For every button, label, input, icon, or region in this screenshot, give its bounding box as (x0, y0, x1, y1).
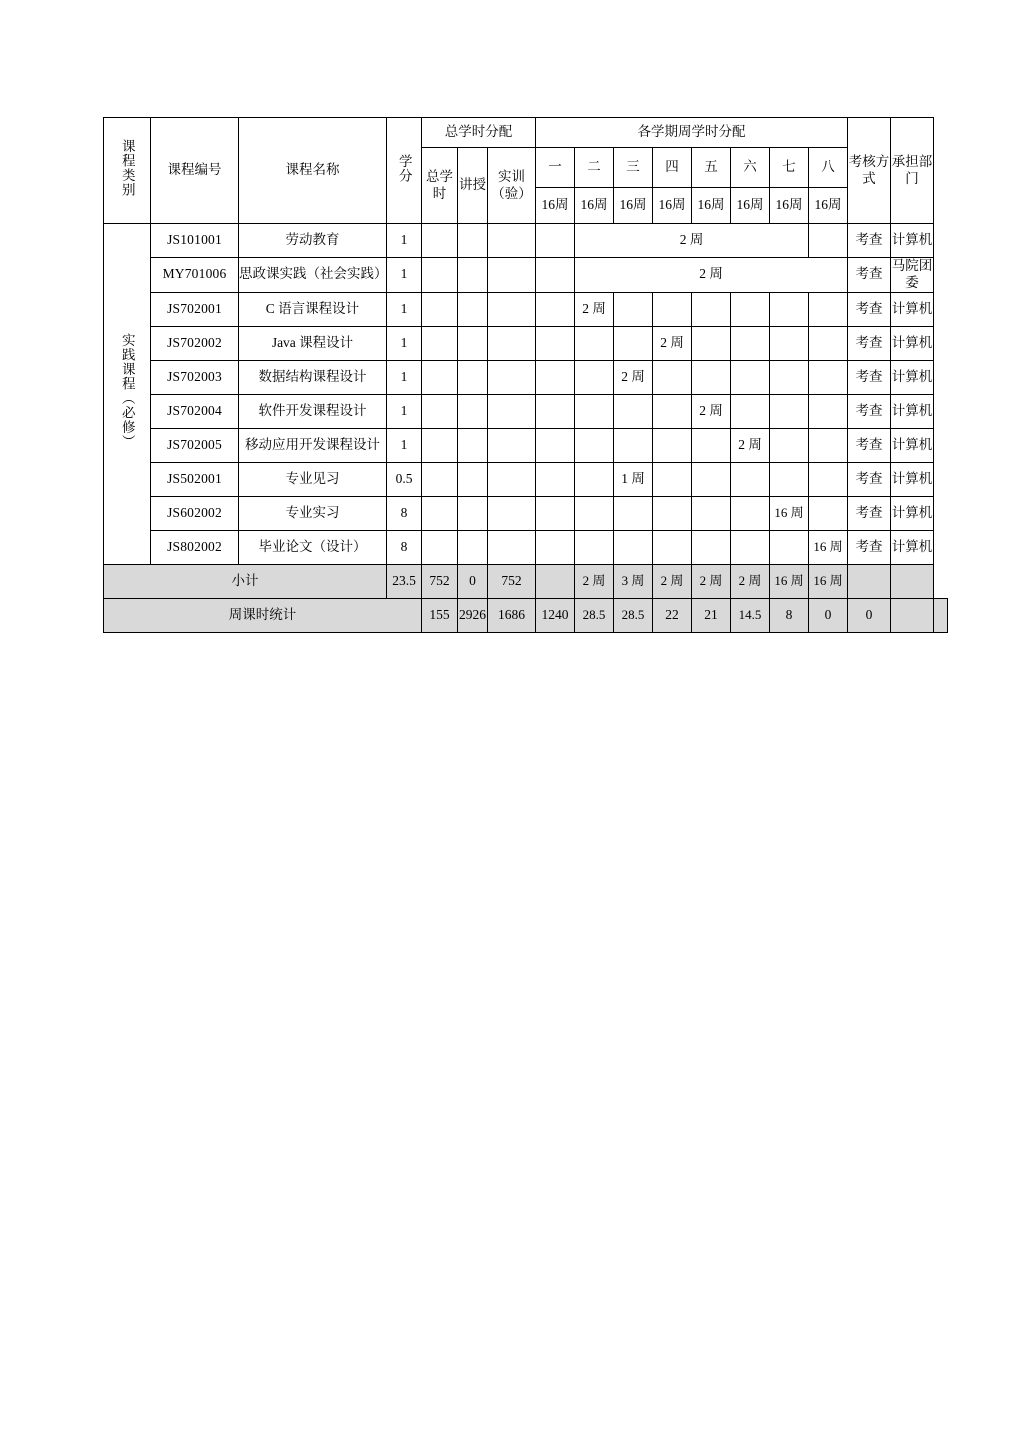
weekly-total-lab: 1240 (536, 598, 575, 632)
row-term-8 (809, 326, 848, 360)
subtotal-term-2: 2 周 (575, 564, 614, 598)
subtotal-term-4: 2 周 (653, 564, 692, 598)
row-exam: 考查 (848, 224, 891, 258)
row-code: JS702002 (151, 326, 239, 360)
row-term-4 (653, 462, 692, 496)
subtotal-lecture: 0 (458, 564, 488, 598)
row-term-5 (692, 360, 731, 394)
row-term-7 (770, 360, 809, 394)
row-credit: 8 (387, 530, 422, 564)
row-term-1 (536, 530, 575, 564)
row-lecture (458, 258, 488, 293)
row-dept: 计算机 (891, 428, 934, 462)
row-term-1 (536, 496, 575, 530)
header-term-6: 六 (731, 148, 770, 188)
subtotal-total: 752 (422, 564, 458, 598)
row-name: 专业实习 (239, 496, 387, 530)
row-code: JS802002 (151, 530, 239, 564)
table-row (104, 360, 948, 394)
header-term-1: 一 (536, 148, 575, 188)
row-term-1 (536, 462, 575, 496)
row-name: 毕业论文（设计） (239, 530, 387, 564)
table-row (104, 326, 948, 360)
header-lab-hours: 实训（验） (488, 148, 536, 224)
row-code: JS702004 (151, 394, 239, 428)
row-term-6: 2 周 (731, 428, 770, 462)
row-code: JS702005 (151, 428, 239, 462)
subtotal-term-5: 2 周 (692, 564, 731, 598)
row-credit: 1 (387, 292, 422, 326)
row-term-1 (536, 258, 575, 293)
row-credit: 1 (387, 394, 422, 428)
subtotal-exam (848, 564, 891, 598)
header-weeks-2: 16周 (575, 188, 614, 224)
header-weeks-6: 16周 (731, 188, 770, 224)
row-exam: 考查 (848, 530, 891, 564)
weekly-total-total: 2926 (458, 598, 488, 632)
row-lecture (458, 428, 488, 462)
row-term-1 (536, 360, 575, 394)
row-term-2 (575, 428, 614, 462)
table-row (104, 530, 948, 564)
row-term-7: 16 周 (770, 496, 809, 530)
row-term-1 (536, 224, 575, 258)
row-term-4 (653, 394, 692, 428)
row-term-6 (731, 462, 770, 496)
subtotal-credit: 23.5 (387, 564, 422, 598)
row-term-8 (809, 462, 848, 496)
row-total (422, 530, 458, 564)
row-dept: 计算机 (891, 394, 934, 428)
subtotal-term-6: 2 周 (731, 564, 770, 598)
row-code: JS702003 (151, 360, 239, 394)
row-name: 软件开发课程设计 (239, 394, 387, 428)
row-term-5 (692, 530, 731, 564)
row-term-4 (653, 292, 692, 326)
row-term-4: 2 周 (653, 326, 692, 360)
row-term-6 (731, 326, 770, 360)
row-term-5 (692, 326, 731, 360)
row-credit: 0.5 (387, 462, 422, 496)
row-term-8 (809, 292, 848, 326)
row-term-8 (809, 428, 848, 462)
row-term-5 (692, 428, 731, 462)
row-term-6 (731, 394, 770, 428)
row-lab (488, 530, 536, 564)
row-dept: 计算机 (891, 530, 934, 564)
row-code: JS101001 (151, 224, 239, 258)
subtotal-term-3: 3 周 (614, 564, 653, 598)
header-term-3: 三 (614, 148, 653, 188)
row-term-5: 2 周 (692, 394, 731, 428)
row-exam: 考查 (848, 360, 891, 394)
row-lab (488, 224, 536, 258)
table-row (104, 496, 948, 530)
row-lab (488, 496, 536, 530)
row-term-3: 1 周 (614, 462, 653, 496)
row-credit: 8 (387, 496, 422, 530)
row-lecture (458, 360, 488, 394)
row-name: 移动应用开发课程设计 (239, 428, 387, 462)
header-exam: 考核方式 (848, 118, 891, 224)
row-lecture (458, 462, 488, 496)
row-dept: 计算机 (891, 224, 934, 258)
row-term-7 (770, 326, 809, 360)
weekly-total-exam (891, 598, 934, 632)
row-exam: 考查 (848, 496, 891, 530)
weekly-total-term-2: 28.5 (614, 598, 653, 632)
row-term-3 (614, 326, 653, 360)
subtotal-row (104, 564, 948, 598)
row-term-7 (770, 530, 809, 564)
row-term-7 (770, 462, 809, 496)
subtotal-term-1 (536, 564, 575, 598)
row-lab (488, 394, 536, 428)
row-name: 专业见习 (239, 462, 387, 496)
row-code: MY701006 (151, 258, 239, 293)
subtotal-dept (891, 564, 934, 598)
header-term-7: 七 (770, 148, 809, 188)
weekly-total-lecture: 1686 (488, 598, 536, 632)
header-code: 课程编号 (151, 118, 239, 224)
header-term-group: 各学期周学时分配 (536, 118, 848, 148)
row-term-2 (575, 462, 614, 496)
row-term-7 (770, 428, 809, 462)
row-term-8 (809, 360, 848, 394)
row-lecture (458, 394, 488, 428)
row-term-3: 2 周 (614, 360, 653, 394)
row-term-span: 2 周 (575, 224, 809, 258)
row-term-4 (653, 530, 692, 564)
header-total-hours: 总学时 (422, 148, 458, 224)
row-term-4 (653, 496, 692, 530)
weekly-total-term-4: 21 (692, 598, 731, 632)
curriculum-table (103, 117, 948, 633)
row-code: JS502001 (151, 462, 239, 496)
row-exam: 考查 (848, 258, 891, 293)
row-term-2: 2 周 (575, 292, 614, 326)
row-term-6 (731, 292, 770, 326)
row-term-6 (731, 530, 770, 564)
row-total (422, 394, 458, 428)
weekly-total-term-7: 0 (809, 598, 848, 632)
row-exam: 考查 (848, 292, 891, 326)
row-dept: 计算机 (891, 462, 934, 496)
header-term-4: 四 (653, 148, 692, 188)
row-term-span: 2 周 (575, 258, 848, 293)
table-row (104, 428, 948, 462)
row-code: JS602002 (151, 496, 239, 530)
weekly-total-dept (934, 598, 948, 632)
table-row (104, 394, 948, 428)
row-credit: 1 (387, 360, 422, 394)
row-lecture (458, 496, 488, 530)
row-lab (488, 258, 536, 293)
row-exam: 考查 (848, 394, 891, 428)
subtotal-term-7: 16 周 (770, 564, 809, 598)
weekly-total-term-5: 14.5 (731, 598, 770, 632)
header-weeks-1: 16周 (536, 188, 575, 224)
row-lecture (458, 224, 488, 258)
row-term-4 (653, 428, 692, 462)
row-name: 劳动教育 (239, 224, 387, 258)
row-term-5 (692, 462, 731, 496)
header-weeks-7: 16周 (770, 188, 809, 224)
row-term-2 (575, 326, 614, 360)
row-name: 数据结构课程设计 (239, 360, 387, 394)
row-term-5 (692, 292, 731, 326)
row-total (422, 462, 458, 496)
header-weeks-5: 16周 (692, 188, 731, 224)
row-credit: 1 (387, 258, 422, 293)
category-practice: 实践课程（必修） (104, 224, 151, 565)
row-total (422, 496, 458, 530)
header-dept: 承担部门 (891, 118, 934, 224)
header-term-8: 八 (809, 148, 848, 188)
weekly-total-credit: 155 (422, 598, 458, 632)
row-credit: 1 (387, 224, 422, 258)
row-term-8 (809, 394, 848, 428)
row-term-7 (770, 394, 809, 428)
header-name: 课程名称 (239, 118, 387, 224)
header-weeks-4: 16周 (653, 188, 692, 224)
header-term-2: 二 (575, 148, 614, 188)
header-weeks-3: 16周 (614, 188, 653, 224)
header-category: 课程类别 (104, 118, 151, 224)
header-term-5: 五 (692, 148, 731, 188)
header-total-group: 总学时分配 (422, 118, 536, 148)
row-total (422, 428, 458, 462)
row-dept: 计算机 (891, 360, 934, 394)
row-term-1 (536, 394, 575, 428)
table-row (104, 224, 948, 258)
weekly-total-term-8: 0 (848, 598, 891, 632)
table-row (104, 462, 948, 496)
row-name: Java 课程设计 (239, 326, 387, 360)
weekly-total-term-3: 22 (653, 598, 692, 632)
row-term-6 (731, 496, 770, 530)
row-exam: 考查 (848, 462, 891, 496)
subtotal-term-8: 16 周 (809, 564, 848, 598)
row-lab (488, 360, 536, 394)
row-total (422, 292, 458, 326)
row-term-2 (575, 394, 614, 428)
row-lab (488, 326, 536, 360)
row-total (422, 326, 458, 360)
row-total (422, 258, 458, 293)
subtotal-label: 小计 (104, 564, 387, 598)
row-term-2 (575, 496, 614, 530)
row-term-8 (809, 224, 848, 258)
header-credit: 学分 (387, 118, 422, 224)
row-credit: 1 (387, 326, 422, 360)
row-term-3 (614, 496, 653, 530)
subtotal-lab: 752 (488, 564, 536, 598)
weekly-total-term-6: 8 (770, 598, 809, 632)
row-code: JS702001 (151, 292, 239, 326)
row-term-2 (575, 360, 614, 394)
row-dept: 计算机 (891, 292, 934, 326)
row-term-5 (692, 496, 731, 530)
weekly-total-row (104, 598, 948, 632)
row-term-7 (770, 292, 809, 326)
row-dept: 计算机 (891, 326, 934, 360)
row-term-8: 16 周 (809, 530, 848, 564)
row-lab (488, 292, 536, 326)
row-term-4 (653, 360, 692, 394)
row-total (422, 224, 458, 258)
row-total (422, 360, 458, 394)
row-lecture (458, 292, 488, 326)
row-lab (488, 462, 536, 496)
row-term-3 (614, 394, 653, 428)
row-dept: 马院团委 (891, 258, 934, 293)
header-weeks-8: 16周 (809, 188, 848, 224)
weekly-total-term-1: 28.5 (575, 598, 614, 632)
row-lecture (458, 530, 488, 564)
row-term-1 (536, 292, 575, 326)
header-lecture-hours: 讲授 (458, 148, 488, 224)
row-term-3 (614, 292, 653, 326)
row-term-2 (575, 530, 614, 564)
table-row (104, 258, 948, 293)
row-term-3 (614, 428, 653, 462)
row-lab (488, 428, 536, 462)
row-name: 思政课实践（社会实践） (239, 258, 387, 293)
row-term-1 (536, 428, 575, 462)
table-body (104, 224, 948, 633)
row-term-6 (731, 360, 770, 394)
row-credit: 1 (387, 428, 422, 462)
row-exam: 考查 (848, 428, 891, 462)
row-term-1 (536, 326, 575, 360)
table-row (104, 292, 948, 326)
row-exam: 考查 (848, 326, 891, 360)
row-name: C 语言课程设计 (239, 292, 387, 326)
row-term-8 (809, 496, 848, 530)
row-term-3 (614, 530, 653, 564)
row-lecture (458, 326, 488, 360)
row-dept: 计算机 (891, 496, 934, 530)
weekly-total-label: 周课时统计 (104, 598, 422, 632)
